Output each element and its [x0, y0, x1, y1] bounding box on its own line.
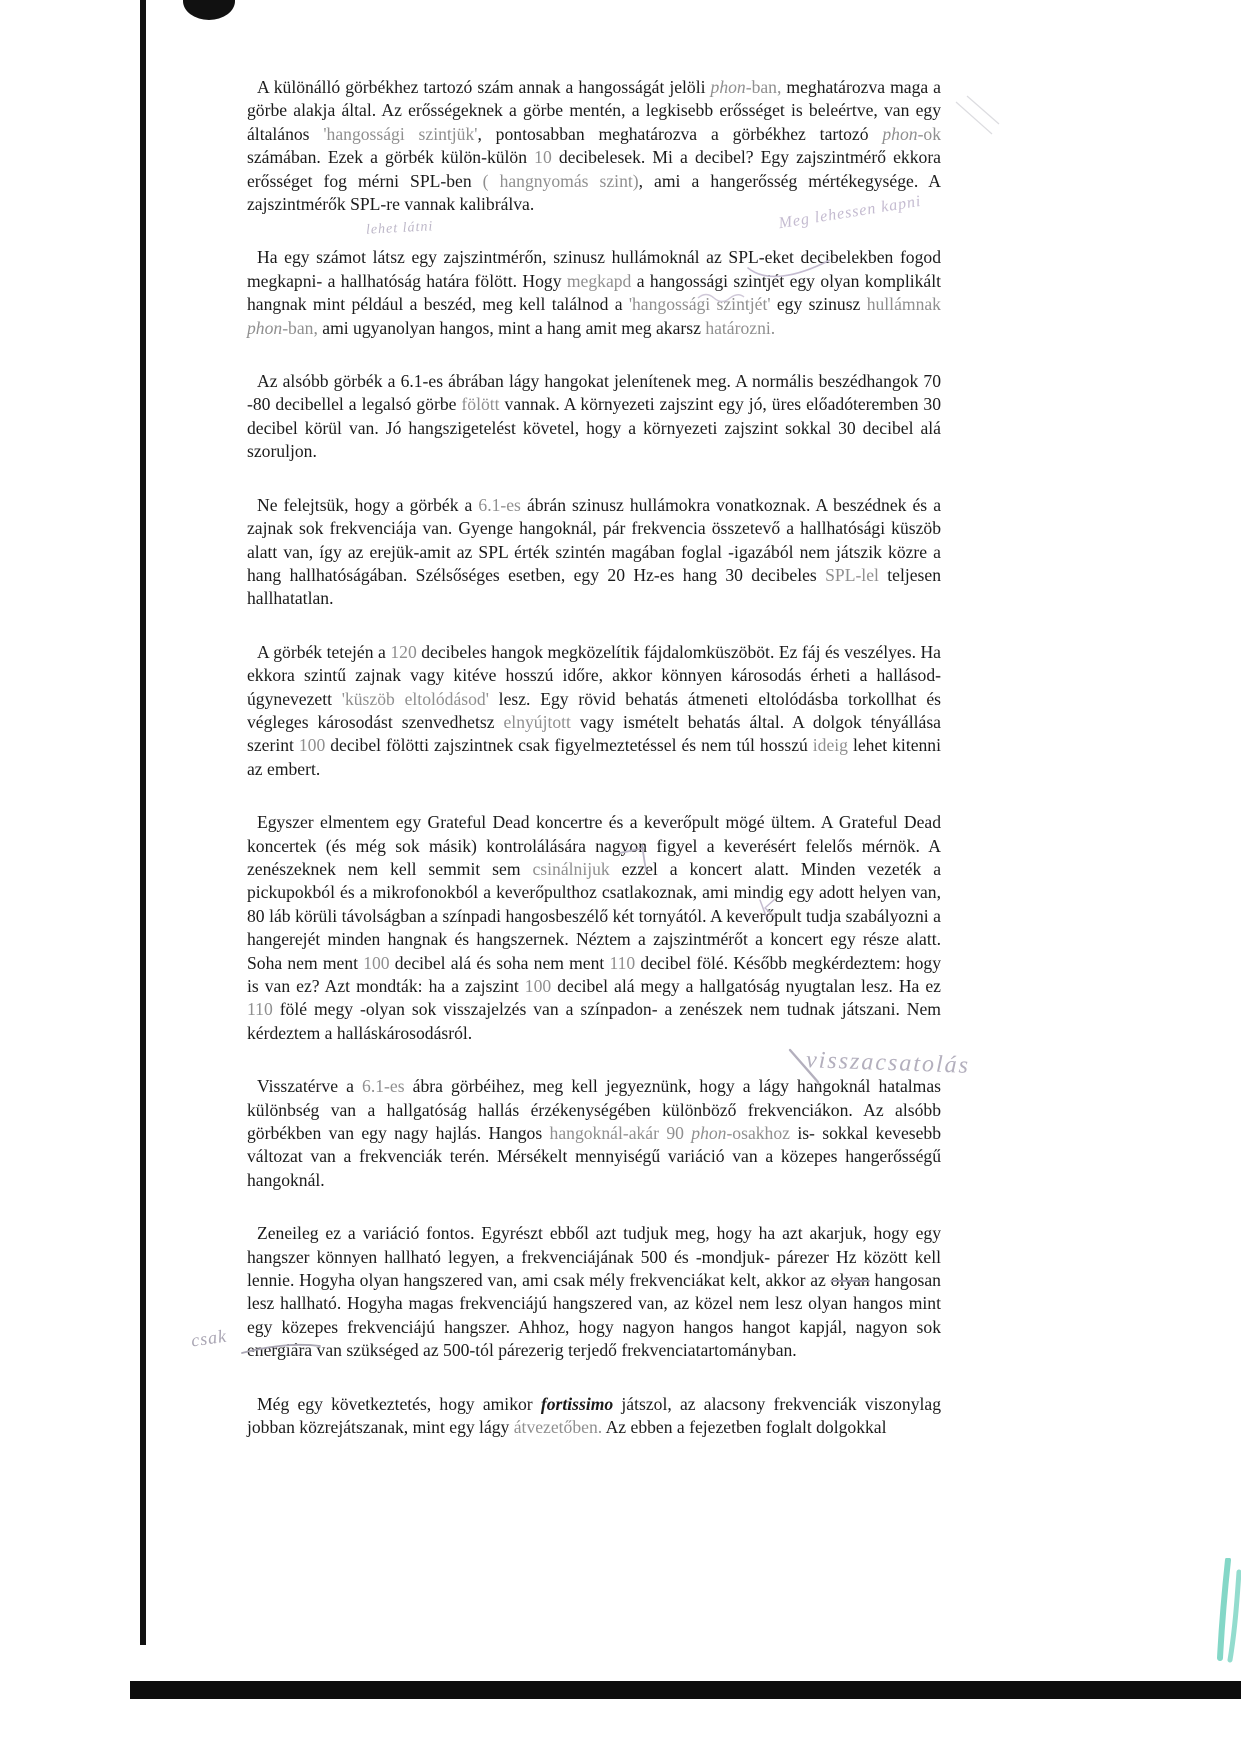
body-paragraph: Ne felejtsük, hogy a görbék a 6.1-es ábrán szinusz hullámokra vonatkoznak. A beszédnek és a zajnak sok frekvenciája van. Gyenge hangoknál, pár frekvencia összetevő a hallhatósági küszöb alatt van, így az erejük-amit az SPL érték szintén magában foglal -igazából nem játszik közre a hang hallhatóságában. Szélsőséges esetben, egy 20 Hz-es hang 30 decibeles SPL-lel teljesen hallhatatlan.: [247, 494, 941, 609]
body-paragraph: Zeneileg ez a variáció fontos. Egyrészt ebből azt tudjuk meg, hogy ha azt akarjuk, hogy egy hangszer könnyen hallható legyen, a frekvenciájának 500 és -mondjuk- párezer Hz között kell lennie. Hogyha olyan hangszered van, ami csak mély frekvenciákat kelt, akkor az olyan hangosan lesz hallható. Hogyha magas frekvenciájú hangszered van, az közel nem lesz olyan hangos mint egy közepes frekvenciájú hangszer. Ahhoz, hogy nagyon hangos hangot kapjál, nagyon sok energiára van szükséged az 500-tól párezerig terjedő frekvenciatartományban.: [247, 1223, 941, 1361]
pencil-note-csak: csak: [189, 1325, 229, 1351]
document-text-block: [247, 76, 941, 1470]
body-paragraph: Még egy következtetés, hogy amikor fortissimo játszol, az alacsony frekvenciák viszonylag jobban közrejátszanak, mint egy lágy átvezetőben. Az ebben a fejezetben foglalt dolgokkal: [247, 1393, 941, 1438]
punch-hole-mark: [183, 0, 235, 20]
pencil-note-meg-lehessen: Meg lehessen kapni: [777, 192, 923, 233]
body-paragraph: Ha egy számot látsz egy zajszintmérőn, szinusz hullámoknál az SPL-eket decibelekben fogod megkapni- a hallhatóság határa fölött. Hogy megkapd a hangossági szintjét egy olyan komplikált hangnak mint például a beszéd, meg kell találnod a 'hangossági szintjét' egy szinusz hullámnak phon-ban, ami ugyanolyan hangos, mint a hang amit meg akarsz határozni.: [247, 247, 941, 338]
body-paragraph: Egyszer elmentem egy Grateful Dead koncertre és a keverőpult mögé ültem. A Grateful Dead koncertek (és még sok másik) kontrolálására nagyon figyel a keverésért felelős mérnök. A zenészeknek nem kell semmit sem csinálnijuk ezzel a koncert alatt. Minden vezeték a pickupokból és a mikrofonokból a keverőpulthoz csatlakoznak, ami mindig egy adott helyen van, 80 láb körüli távolságban a színpadi hangosbeszélő két tornyától. A keverőpult tudja szabályozni a hangerejét minden hangnak és hangszernek. Néztem a zajszintmérőt a koncert egy része alatt. Soha nem ment 100 decibel alá és soha nem ment 110 decibel fölé. Később megkérdeztem: hogy is van ez? Azt mondták: ha a zajszint 100 decibel alá megy a hallgatóság nyugtalan lesz. Ha ez 110 fölé megy -olyan sok visszajelzés van a színpadon- a zenészek nem tudnak játszani. Nem kérdeztem a halláskárosodásról.: [247, 812, 942, 1043]
body-paragraph: A különálló görbékhez tartozó szám annak a hangosságát jelöli phon-ban, meghatározva maga a görbe alakja által. Az erősségeknek a görbe mentén, a legkisebb erősséget is beleértve, van egy általános 'hangossági szintjük', pontosabban meghatározva a görbékhez tartozó phon-ok számában. Ezek a görbék külön-külön 10 decibelesek. Mi a decibel? Egy zajszintmérő ekkora erősséget fog mérni SPL-ben ( hangnyomás szint), ami a hangerősség mértékegysége. A zajszintmérők SPL-re vannak kalibrálva.: [247, 77, 942, 215]
body-paragraph: Visszatérve a 6.1-es ábra görbéihez, meg kell jegyeznünk, hogy a lágy hangoknál hatalmas különbség van a hallgatóság hallás érzékenységében különböző frekvenciákon. Az alsóbb görbékben van egy nagy hajlás. Hangos hangoknál-akár 90 phon-osakhoz is- sokkal kevesebb változat van a frekvenciák terén. Mérsékelt mennyiségű variáció van a közepes hangerősségű hangoknál.: [247, 1076, 942, 1190]
body-paragraph: Az alsóbb görbék a 6.1-es ábrában lágy hangokat jelenítenek meg. A normális beszédhangok 70 -80 decibellel a legalsó görbe fölött vannak. A környezeti zajszint egy jó, üres előadóteremben 30 decibel körül van. Jó hangszigetelést követel, hogy a környezeti zajszint sokkal 30 decibel alá szoruljon.: [247, 371, 942, 462]
body-paragraph: A görbék tetején a 120 decibeles hangok megközelítik fájdalomküszöböt. Ez fáj és veszélyes. Ha ekkora szintű zajnak vagy kitéve hosszú időre, akkor könnyen károsodás érheti a hallásod- úgynevezett 'küszöb eltolódásod' lesz. Egy rövid behatás átmeneti eltolódásba torkollhat és végleges károsodást szenvedhetsz elnyújtott vagy ismételt behatás által. A dolgok tényállása szerint 100 decibel fölötti zajszintnek csak figyelmeztetéssel és nem túl hosszú ideig lehet kitenni az embert.: [247, 641, 941, 779]
scan-edge-line: [140, 0, 146, 1645]
teal-pen-mark: [1216, 1558, 1241, 1666]
pencil-note-visszacsatolas: visszacsatolás: [805, 1047, 971, 1079]
pencil-note-lehet-latni: lehet látni: [365, 219, 434, 238]
scan-bottom-bar: [130, 1681, 1241, 1699]
